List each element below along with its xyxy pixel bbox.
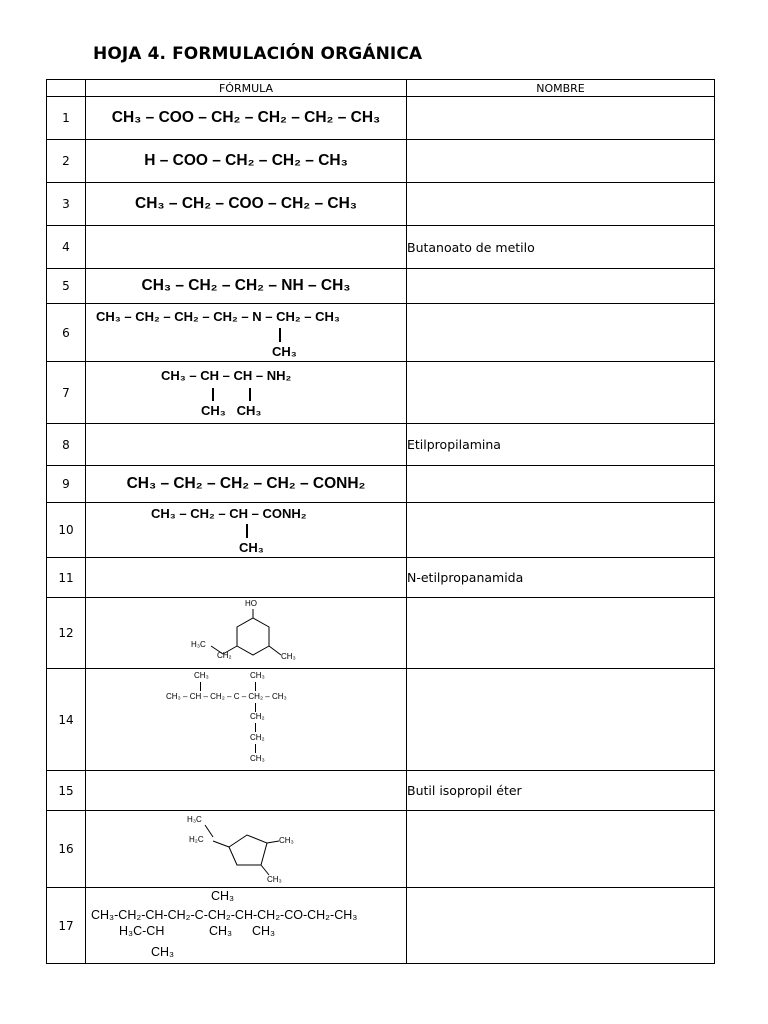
formula-cell[interactable]	[86, 226, 407, 269]
formula-cell	[86, 466, 407, 503]
row-number: 16	[47, 811, 86, 888]
row-number: 1	[47, 97, 86, 140]
methyl-label: H₃C	[187, 815, 202, 824]
branch-text: CH₂	[250, 711, 265, 721]
formula-cell	[86, 97, 407, 140]
formula-text: CH₃ – CH₂ – CH – CONH₂	[151, 506, 307, 521]
row-number: 11	[47, 558, 86, 598]
methylene-label: CH₂	[217, 651, 232, 660]
name-cell[interactable]	[407, 466, 715, 503]
formula-text: CH₃ – CH – CH₂ – C – CH₂ – CH₃	[166, 691, 287, 701]
name-cell[interactable]	[407, 140, 715, 183]
row-number: 3	[47, 183, 86, 226]
table-row	[47, 503, 715, 558]
row-number: 10	[47, 503, 86, 558]
formulation-table	[46, 79, 715, 964]
table-row	[47, 811, 715, 888]
formula-cell	[86, 811, 407, 888]
table-header-row	[47, 80, 715, 97]
row-number: 12	[47, 598, 86, 669]
formula-text: CH₃ – COO – CH₂ – CH₂ – CH₂ – CH₃	[111, 109, 381, 126]
name-cell: Etilpropilamina	[407, 424, 715, 466]
name-cell[interactable]	[407, 269, 715, 304]
table-row	[47, 424, 715, 466]
formula-cell	[86, 598, 407, 669]
formula-text: H – COO – CH₂ – CH₂ – CH₃	[144, 152, 348, 169]
row-number: 7	[47, 362, 86, 424]
name-cell[interactable]	[407, 888, 715, 964]
bond-line	[246, 524, 248, 538]
table-row	[47, 97, 715, 140]
bond-line	[279, 328, 281, 342]
methyl-label: H₃C	[191, 640, 206, 649]
methyl-label: CH₃	[279, 836, 294, 845]
methylene-label: H₂C	[189, 835, 204, 844]
branch-text: CH₃	[239, 540, 264, 555]
branch-text: CH₃	[272, 343, 297, 359]
hydroxyl-label: HO	[245, 599, 257, 608]
table-row	[47, 466, 715, 503]
name-cell[interactable]	[407, 503, 715, 558]
row-number: 17	[47, 888, 86, 964]
row-number: 2	[47, 140, 86, 183]
branch-text: CH₃	[250, 670, 265, 680]
table-row	[47, 140, 715, 183]
formula-cell	[86, 888, 407, 964]
name-cell[interactable]	[407, 669, 715, 771]
name-cell[interactable]	[407, 183, 715, 226]
formula-text: CH₃-CH₂-CH-CH₂-C-CH₂-CH-CH₂-CO-CH₂-CH₃	[91, 907, 358, 922]
formula-text: CH₃ – CH – CH – NH₂	[161, 367, 292, 383]
name-cell[interactable]	[407, 598, 715, 669]
table-row	[47, 598, 715, 669]
name-cell[interactable]	[407, 97, 715, 140]
row-number: 15	[47, 771, 86, 811]
table-row	[47, 269, 715, 304]
formula-cell[interactable]	[86, 424, 407, 466]
branch-text: CH₃	[151, 944, 175, 959]
bond-line	[255, 744, 256, 753]
name-cell: N-etilpropanamida	[407, 558, 715, 598]
table-row	[47, 304, 715, 362]
name-cell[interactable]	[407, 362, 715, 424]
name-cell: Butil isopropil éter	[407, 771, 715, 811]
formula-cell[interactable]	[86, 771, 407, 811]
row-number: 14	[47, 669, 86, 771]
branch-text: CH₃	[211, 888, 235, 903]
methyl-label: CH₃	[281, 652, 296, 661]
branch-text: CH₃	[194, 670, 209, 680]
formula-cell	[86, 269, 407, 304]
table-row	[47, 771, 715, 811]
formula-cell	[86, 183, 407, 226]
methyl-label: CH₃	[267, 875, 282, 884]
formula-text: CH₃ – CH₂ – COO – CH₂ – CH₃	[135, 195, 357, 212]
name-cell[interactable]	[407, 304, 715, 362]
branch-text: CH₃ CH₃	[201, 402, 262, 418]
header-formula: FÓRMULA	[86, 80, 407, 97]
bond-line	[255, 682, 256, 691]
bond-line	[255, 723, 256, 732]
table-row	[47, 558, 715, 598]
row-number: 5	[47, 269, 86, 304]
table-row	[47, 226, 715, 269]
bond-line	[200, 682, 201, 691]
formula-cell	[86, 503, 407, 558]
header-name: NOMBRE	[407, 80, 715, 97]
bond-line	[212, 388, 214, 401]
row-number: 9	[47, 466, 86, 503]
branch-text: CH₃	[209, 923, 233, 938]
formula-cell[interactable]	[86, 558, 407, 598]
formula-cell	[86, 362, 407, 424]
formula-cell	[86, 304, 407, 362]
branch-text: CH₂	[250, 732, 265, 742]
bond-line	[249, 388, 251, 401]
formula-cell	[86, 140, 407, 183]
page-title: HOJA 4. FORMULACIÓN ORGÁNICA	[93, 44, 423, 64]
table-row	[47, 183, 715, 226]
table-row	[47, 362, 715, 424]
branch-text: H₃C-CH	[119, 923, 165, 938]
branch-text: CH₃	[250, 753, 265, 763]
formula-text: CH₃ – CH₂ – CH₂ – CH₂ – CONH₂	[126, 475, 366, 492]
table-row	[47, 669, 715, 771]
row-number: 4	[47, 226, 86, 269]
formula-text: CH₃ – CH₂ – CH₂ – NH – CH₃	[141, 277, 351, 294]
row-number: 8	[47, 424, 86, 466]
formula-cell	[86, 669, 407, 771]
branch-text: CH₃	[252, 923, 276, 938]
name-cell[interactable]	[407, 811, 715, 888]
table-row	[47, 888, 715, 964]
formula-text: CH₃ – CH₂ – CH₂ – CH₂ – N – CH₂ – CH₃	[96, 308, 340, 324]
row-number: 6	[47, 304, 86, 362]
bond-line	[255, 703, 256, 712]
header-number	[47, 80, 86, 97]
name-cell: Butanoato de metilo	[407, 226, 715, 269]
